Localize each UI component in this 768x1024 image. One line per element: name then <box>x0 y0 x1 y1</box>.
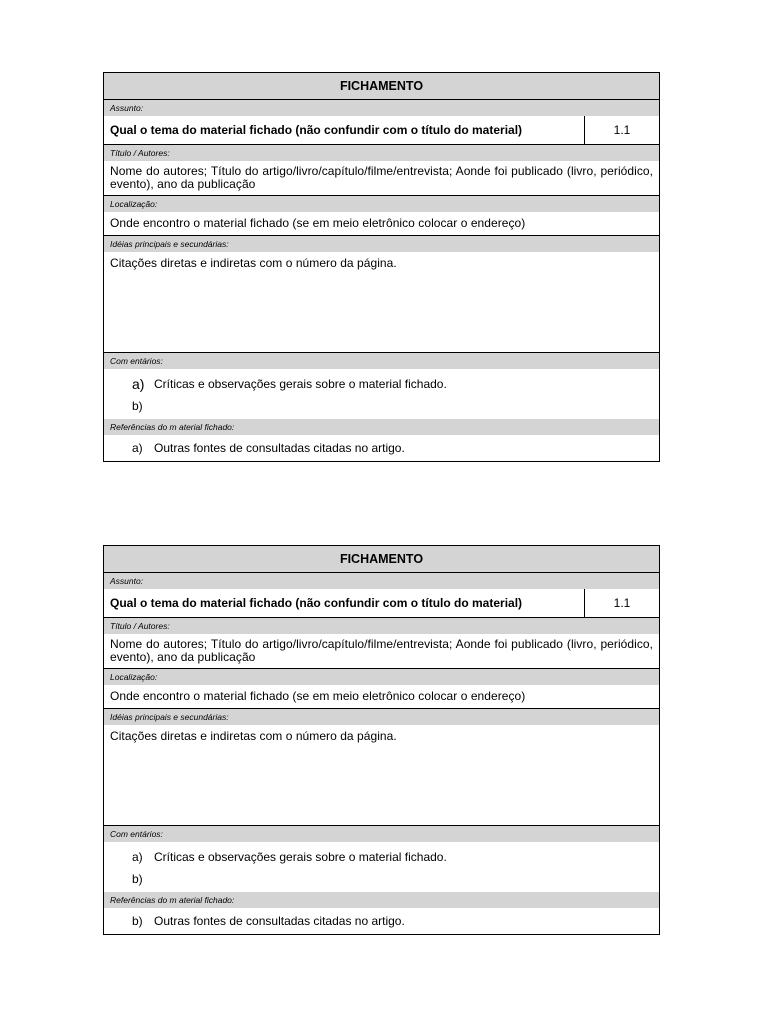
referencias-section <box>104 892 659 934</box>
localizacao-text: Onde encontro o material fichado (se em meio eletrônico colocar o endereço) <box>110 689 526 703</box>
localizacao-section <box>104 196 659 236</box>
list-item <box>104 868 659 890</box>
assunto-text: Qual o tema do material fichado (não confundir com o título do material) <box>104 589 585 617</box>
referencias-label: Referências do m aterial fichado: <box>104 892 659 908</box>
list-marker: a) <box>132 441 143 455</box>
card-title: FICHAMENTO <box>104 73 659 100</box>
comentarios-section <box>104 353 659 419</box>
ideias-section <box>104 236 659 353</box>
list-item <box>104 846 659 868</box>
list-item <box>104 910 659 932</box>
titulo-label: Título / Autores: <box>104 145 659 161</box>
localizacao-label: Localização: <box>104 196 659 212</box>
list-item-text: Outras fontes de consultadas citadas no artigo. <box>154 441 405 455</box>
titulo-text: Nome do autores; Título do artigo/livro/capítulo/filme/entrevista; Aonde foi publicado (livro, periódico, evento), ano da publicação <box>110 637 653 664</box>
comentarios-label: Com entários: <box>104 353 659 369</box>
assunto-row <box>104 116 659 145</box>
assunto-code: 1.1 <box>613 123 631 137</box>
assunto-row <box>104 589 659 618</box>
list-item <box>104 373 659 395</box>
comentarios-section <box>104 826 659 892</box>
list-item-text: Críticas e observações gerais sobre o material fichado. <box>154 377 447 391</box>
comentarios-label: Com entários: <box>104 826 659 842</box>
assunto-label: Assunto: <box>104 100 659 116</box>
list-item <box>104 395 659 417</box>
list-marker: b) <box>132 399 143 413</box>
titulo-section <box>104 618 659 669</box>
list-marker: a) <box>132 850 143 864</box>
titulo-label: Título / Autores: <box>104 618 659 634</box>
ideias-text: Citações diretas e indiretas com o número da página. <box>110 729 397 743</box>
localizacao-text: Onde encontro o material fichado (se em meio eletrônico colocar o endereço) <box>110 216 526 230</box>
list-marker: b) <box>132 914 143 928</box>
assunto-code: 1.1 <box>613 596 631 610</box>
list-item-text: Outras fontes de consultadas citadas no artigo. <box>154 914 405 928</box>
list-item <box>104 437 659 459</box>
ideias-text: Citações diretas e indiretas com o número da página. <box>110 256 397 270</box>
localizacao-section <box>104 669 659 709</box>
fichamento-card <box>103 72 660 462</box>
ideias-section <box>104 709 659 826</box>
titulo-section <box>104 145 659 196</box>
referencias-label: Referências do m aterial fichado: <box>104 419 659 435</box>
localizacao-label: Localização: <box>104 669 659 685</box>
list-marker: b) <box>132 872 143 886</box>
titulo-text: Nome do autores; Título do artigo/livro/capítulo/filme/entrevista; Aonde foi publicado (livro, periódico, evento), ano da publicação <box>110 164 653 191</box>
assunto-text: Qual o tema do material fichado (não confundir com o título do material) <box>104 116 585 144</box>
referencias-section <box>104 419 659 461</box>
ideias-label: Idéias principais e secundárias: <box>104 709 659 725</box>
card-title: FICHAMENTO <box>104 546 659 573</box>
list-item-text: Críticas e observações gerais sobre o material fichado. <box>154 850 447 864</box>
ideias-label: Idéias principais e secundárias: <box>104 236 659 252</box>
list-marker: a) <box>132 376 145 392</box>
assunto-label: Assunto: <box>104 573 659 589</box>
fichamento-card <box>103 545 660 935</box>
